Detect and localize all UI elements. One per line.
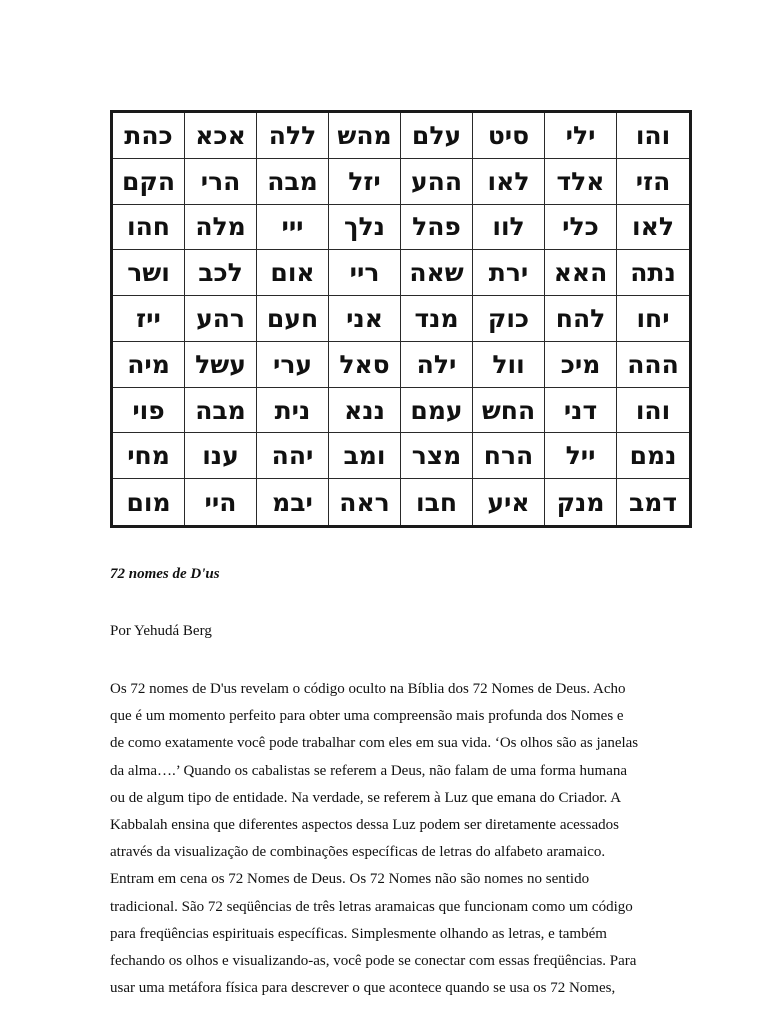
name-cell: ושר [113, 250, 185, 296]
name-cell: סיט [473, 113, 545, 159]
name-cell: והו [617, 388, 689, 434]
name-cell: יהה [257, 433, 329, 479]
body-line: fechando os olhos e visualizando-as, você pode se conectar com essas freqüências. Para [110, 953, 637, 970]
name-cell: מנק [545, 479, 617, 525]
body-line: tradicional. São 72 seqüências de três letras aramaicas que funcionam como um código [110, 898, 633, 915]
name-cell: חעם [257, 296, 329, 342]
name-cell: נלך [329, 205, 401, 251]
name-cell: נתה [617, 250, 689, 296]
author-line: Por Yehudá Berg [110, 623, 212, 639]
name-cell: לאו [473, 159, 545, 205]
name-cell: אני [329, 296, 401, 342]
name-cell: איע [473, 479, 545, 525]
name-cell: ללה [257, 113, 329, 159]
name-cell: מבה [185, 388, 257, 434]
name-cell: מבה [257, 159, 329, 205]
name-cell: הרח [473, 433, 545, 479]
document-title: 72 nomes de D'us [110, 566, 220, 582]
name-cell: היי [185, 479, 257, 525]
body-line: para freqüências espirituais específicas. Simplesmente olhando as letras, e também [110, 925, 607, 942]
body-line: através da visualização de combinações específicas de letras do alfabeto aramaico. [110, 844, 606, 861]
body-line: Os 72 nomes de D'us revelam o código oculto na Bíblia dos 72 Nomes de Deus. Acho [110, 681, 626, 697]
name-cell: ילה [401, 342, 473, 388]
name-cell: ההה [617, 342, 689, 388]
name-cell: עלם [401, 113, 473, 159]
name-cell: ייל [545, 433, 617, 479]
name-cell: רהע [185, 296, 257, 342]
name-cell: אכא [185, 113, 257, 159]
name-cell: ההע [401, 159, 473, 205]
name-cell: מהש [329, 113, 401, 159]
name-cell: לוו [473, 205, 545, 251]
name-cell: מיכ [545, 342, 617, 388]
name-cell: ראה [329, 479, 401, 525]
name-cell: כוק [473, 296, 545, 342]
name-cell: נית [257, 388, 329, 434]
name-cell: מיה [113, 342, 185, 388]
name-cell: אלד [545, 159, 617, 205]
body-line: usar uma metáfora física para descrever o que acontece quando se usa os 72 Nomes, [110, 980, 616, 997]
body-line: ou de algum tipo de entidade. Na verdade, se referem à Luz que emana do Criador. A [110, 789, 622, 806]
body-paragraph [110, 676, 700, 1002]
name-cell: האא [545, 250, 617, 296]
name-cell: פוי [113, 388, 185, 434]
name-cell: סאל [329, 342, 401, 388]
name-cell: כלי [545, 205, 617, 251]
name-cell: וול [473, 342, 545, 388]
body-line: que é um momento perfeito para obter uma compreensão mais profunda dos Nomes e [110, 708, 624, 725]
name-cell: ריי [329, 250, 401, 296]
name-cell: ילי [545, 113, 617, 159]
name-cell: נמם [617, 433, 689, 479]
name-cell: מנד [401, 296, 473, 342]
name-cell: להח [545, 296, 617, 342]
name-cell: מלה [185, 205, 257, 251]
name-cell: יחו [617, 296, 689, 342]
name-cell: דני [545, 388, 617, 434]
name-cell: מצר [401, 433, 473, 479]
name-cell: ננא [329, 388, 401, 434]
name-cell: מחי [113, 433, 185, 479]
name-cell: פהל [401, 205, 473, 251]
body-line: de como exatamente você pode trabalhar com eles em sua vida. ‘Os olhos são as janelas [110, 735, 639, 752]
name-cell: דמב [628, 487, 678, 517]
name-cell: יזל [329, 159, 401, 205]
name-cell: אום [257, 250, 329, 296]
body-line: Entram em cena os 72 Nomes de Deus. Os 72 Nomes não são nomes no sentido [110, 871, 590, 888]
name-cell: לכב [185, 250, 257, 296]
name-cell: הרי [185, 159, 257, 205]
name-cell: ייז [113, 296, 185, 342]
name-cell: יבמ [257, 479, 329, 525]
name-cell: מום [113, 479, 185, 525]
name-cell: חהו [113, 205, 185, 251]
name-cell: ירת [473, 250, 545, 296]
name-cell: הזי [617, 159, 689, 205]
name-cell: עשל [185, 342, 257, 388]
name-cell: לאו [617, 205, 689, 251]
name-cell: החש [473, 388, 545, 434]
name-cell: שאה [401, 250, 473, 296]
name-cell: ומב [329, 433, 401, 479]
name-cell: ייי [257, 205, 329, 251]
body-line: Kabbalah ensina que diferentes aspectos dessa Luz podem ser diretamente acessados [110, 817, 619, 834]
names-table [110, 110, 692, 528]
name-cell: חבו [401, 479, 473, 525]
name-cell: עמם [401, 388, 473, 434]
name-cell: ענו [185, 433, 257, 479]
body-line: da alma….’ Quando os cabalistas se referem a Deus, não falam de uma forma humana [110, 762, 628, 779]
name-cell: ערי [257, 342, 329, 388]
name-cell: הקם [113, 159, 185, 205]
name-cell: והו [617, 113, 689, 159]
name-cell: כהת [113, 113, 185, 159]
